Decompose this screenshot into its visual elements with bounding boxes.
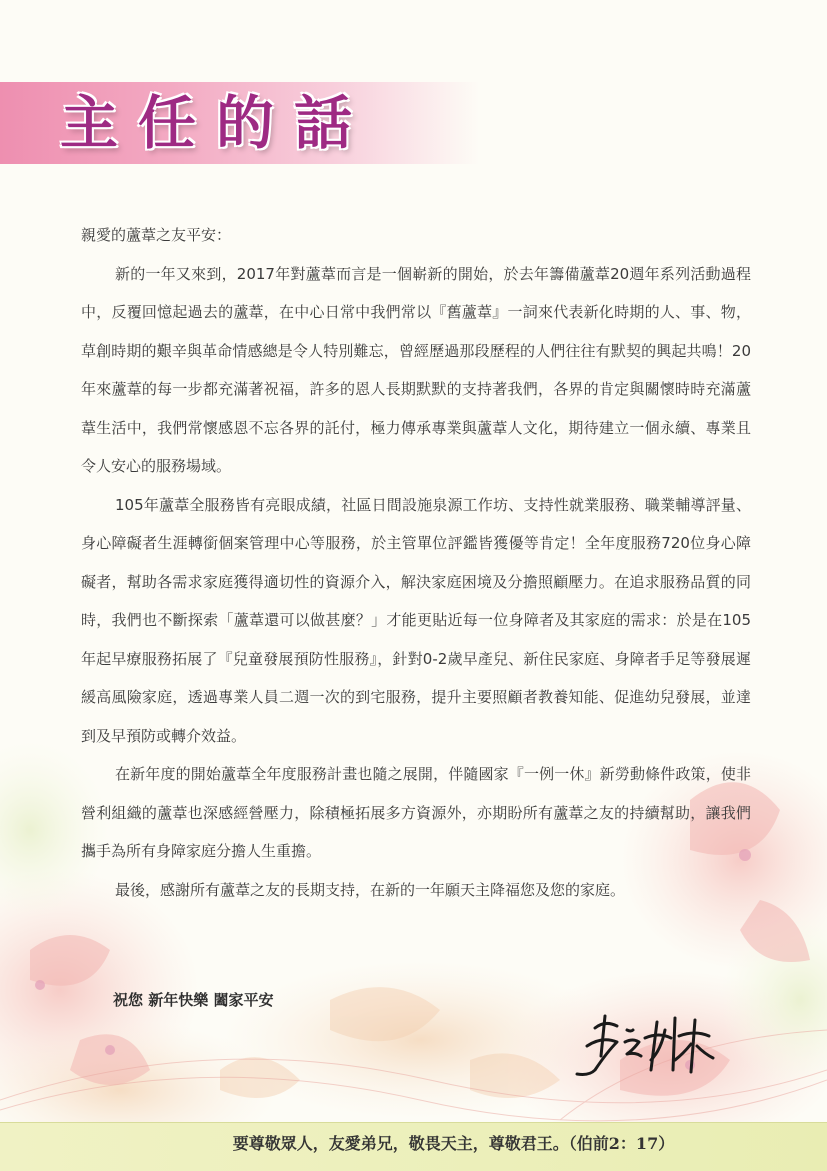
letter-body — [81, 216, 751, 909]
page-title: 主任的話 — [60, 89, 373, 157]
signature — [565, 1008, 735, 1078]
letter-paragraph-1: 新的一年又來到，2017年對蘆葦而言是一個嶄新的開始，於去年籌備蘆葦20週年系列活動過程中，反覆回憶起過去的蘆葦，在中心日常中我們常以『舊蘆葦』一詞來代表新化時期的人、事、物，草創時期的艱辛與革命情感總是令人特別難忘，曾經歷過那段歷程的人們往往有默契的興起共鳴！20年來蘆葦的每一步都充滿著祝福，許多的恩人長期默默的支持著我們，各界的肯定與關懷時時充滿蘆葦生活中，我們常懷感恩不忘各界的託付，極力傳承專業與蘆葦人文化，期待建立一個永續、專業且令人安心的服務場域。 — [81, 264, 751, 475]
footer-verse: 要尊敬眾人，友愛弟兄，敬畏天主，尊敬君王。（伯前2：17） — [232, 1134, 675, 1153]
letter-paragraph-3: 在新年度的開始蘆葦全年度服務計畫也隨之展開，伴隨國家『一例一休』新勞動條件政策，使非營利組織的蘆葦也深感經營壓力，除積極拓展多方資源外，亦期盼所有蘆葦之友的持續幫助，讓我們攜手為所有身障家庭分擔人生重擔。 — [81, 765, 751, 860]
footer-bar — [0, 1122, 827, 1171]
letter-paragraph-4: 最後，感謝所有蘆葦之友的長期支持，在新的一年願天主降福您及您的家庭。 — [115, 880, 626, 899]
letter-blessing: 祝您 新年快樂 闔家平安 — [113, 991, 274, 1009]
letter-salutation: 親愛的蘆葦之友平安： — [81, 226, 232, 244]
letter-paragraph-2: 105年蘆葦全服務皆有亮眼成績，社區日間設施泉源工作坊、支持性就業服務、職業輔導評量、身心障礙者生涯轉銜個案管理中心等服務，於主管單位評鑑皆獲優等肯定！全年度服務720位身心障礙者，幫助各需求家庭獲得適切性的資源介入，解決家庭困境及分擔照顧壓力。在追求服務品質的同時，我們也不斷探索「蘆葦還可以做甚麼？」才能更貼近每一位身障者及其家庭的需求：於是在105年起早療服務拓展了『兒童發展預防性服務』，針對0-2歲早產兒、新住民家庭、身障者手足等發展遲緩高風險家庭，透過專業人員二週一次的到宅服務，提升主要照顧者教養知能、促進幼兒發展，並達到及早預防或轉介效益。 — [81, 495, 751, 745]
title-banner — [0, 82, 480, 164]
